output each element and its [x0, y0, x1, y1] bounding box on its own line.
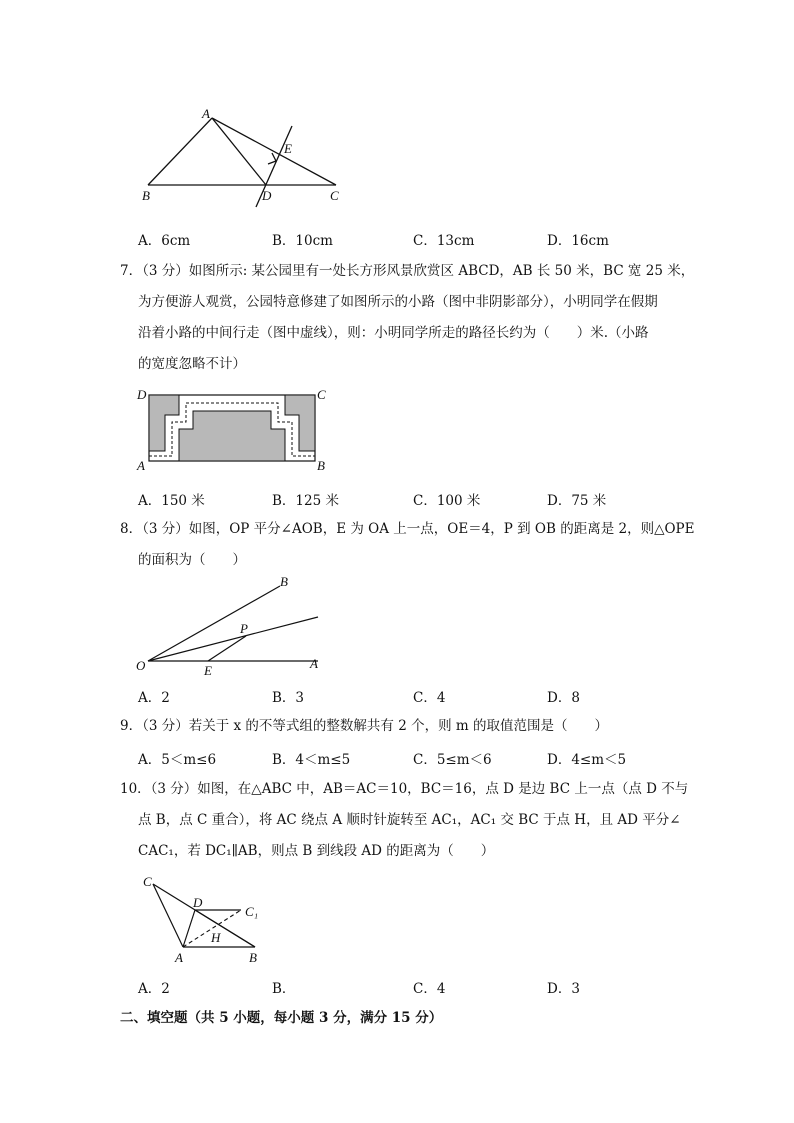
- label-C: C: [317, 387, 326, 402]
- label-B: B: [317, 458, 325, 473]
- q7-option-b[interactable]: B．125 米: [272, 493, 339, 509]
- q8-option-c[interactable]: C．4: [413, 690, 446, 706]
- q8-option-d[interactable]: D．8: [547, 690, 580, 706]
- q9-option-c[interactable]: C．5≤m＜6: [413, 752, 492, 768]
- q10-stem-line-3: CAC₁，若 DC₁∥AB，则点 B 到线段 AD 的距离为（ ）: [138, 843, 495, 859]
- q8-angle-figure: [130, 572, 330, 682]
- label-H: H: [211, 930, 221, 945]
- label-D: D: [193, 895, 203, 910]
- q7-option-d[interactable]: D．75 米: [547, 493, 607, 509]
- q7-stem-line-4: 的宽度忽略不计）: [138, 356, 246, 372]
- q8-option-a[interactable]: A．2: [138, 690, 170, 706]
- label-B: B: [249, 950, 257, 965]
- q10-option-c[interactable]: C．4: [413, 981, 446, 997]
- q8-stem-line-1: 8．（3 分）如图，OP 平分∠AOB，E 为 OA 上一点，OE＝4，P 到 OB 的距离是 2，则△OPE: [120, 521, 695, 537]
- q7-stem-line-1: 7．（3 分）如图所示: 某公园里有一处长方形风景欣赏区 ABCD，AB 长 50 米，BC 宽 25 米，: [120, 263, 695, 279]
- q10-stem-line-2: 点 B，点 C 重合），将 AC 绕点 A 顺时针旋转至 AC₁，AC₁ 交 BC 于点 H，且 AD 平分∠: [138, 812, 681, 828]
- label-E: E: [284, 141, 292, 156]
- label-D: D: [262, 188, 272, 203]
- q6-triangle-figure: [130, 100, 360, 215]
- q6-option-b[interactable]: B．10cm: [272, 233, 333, 249]
- q9-option-d[interactable]: D．4≤m＜5: [547, 752, 627, 768]
- q9-option-a[interactable]: A．5＜m≤6: [138, 752, 217, 768]
- label-B: B: [280, 574, 288, 589]
- q7-option-a[interactable]: A．150 米: [138, 493, 205, 509]
- section-2-heading: 二、填空题（共 5 小题，每小题 3 分，满分 15 分）: [120, 1010, 443, 1026]
- q10-triangle-figure: [135, 870, 275, 965]
- label-A: A: [175, 950, 183, 965]
- q7-stem-line-3: 沿着小路的中间行走（图中虚线），则：小明同学所走的路径长约为（ ）米.（小路: [138, 325, 649, 341]
- label-B: B: [142, 188, 150, 203]
- q6-option-a[interactable]: A．6cm: [138, 233, 191, 249]
- q10-option-b[interactable]: B．: [272, 981, 296, 997]
- label-O: O: [136, 658, 146, 673]
- label-A: A: [137, 458, 145, 473]
- q10-option-a[interactable]: A．2: [138, 981, 170, 997]
- q8-option-b[interactable]: B．3: [272, 690, 305, 706]
- label-D: D: [137, 387, 147, 402]
- q6-option-c[interactable]: C．13cm: [413, 233, 475, 249]
- q7-stem-line-2: 为方便游人观赏，公园特意修建了如图所示的小路（图中非阴影部分），小明同学在假期: [138, 294, 658, 310]
- label-E: E: [204, 663, 212, 678]
- q8-stem-line-2: 的面积为（ ）: [138, 552, 246, 568]
- label-A: A: [202, 106, 210, 121]
- label-P: P: [240, 621, 248, 636]
- q10-option-d[interactable]: D．3: [547, 981, 580, 997]
- label-C1: C₁: [245, 904, 259, 919]
- q9-stem: 9．（3 分）若关于 x 的不等式组的整数解共有 2 个，则 m 的取值范围是（ ）: [120, 718, 608, 734]
- q10-stem-line-1: 10．（3 分）如图，在△ABC 中，AB＝AC＝10，BC＝16，点 D 是边 BC 上一点（点 D 不与: [120, 781, 689, 797]
- q7-rectangle-figure: [135, 385, 335, 475]
- label-C: C: [330, 188, 339, 203]
- q9-option-b[interactable]: B．4＜m≤5: [272, 752, 351, 768]
- label-A: A: [310, 656, 318, 671]
- q6-option-d[interactable]: D．16cm: [547, 233, 609, 249]
- label-C: C: [143, 874, 152, 889]
- q7-option-c[interactable]: C．100 米: [413, 493, 481, 509]
